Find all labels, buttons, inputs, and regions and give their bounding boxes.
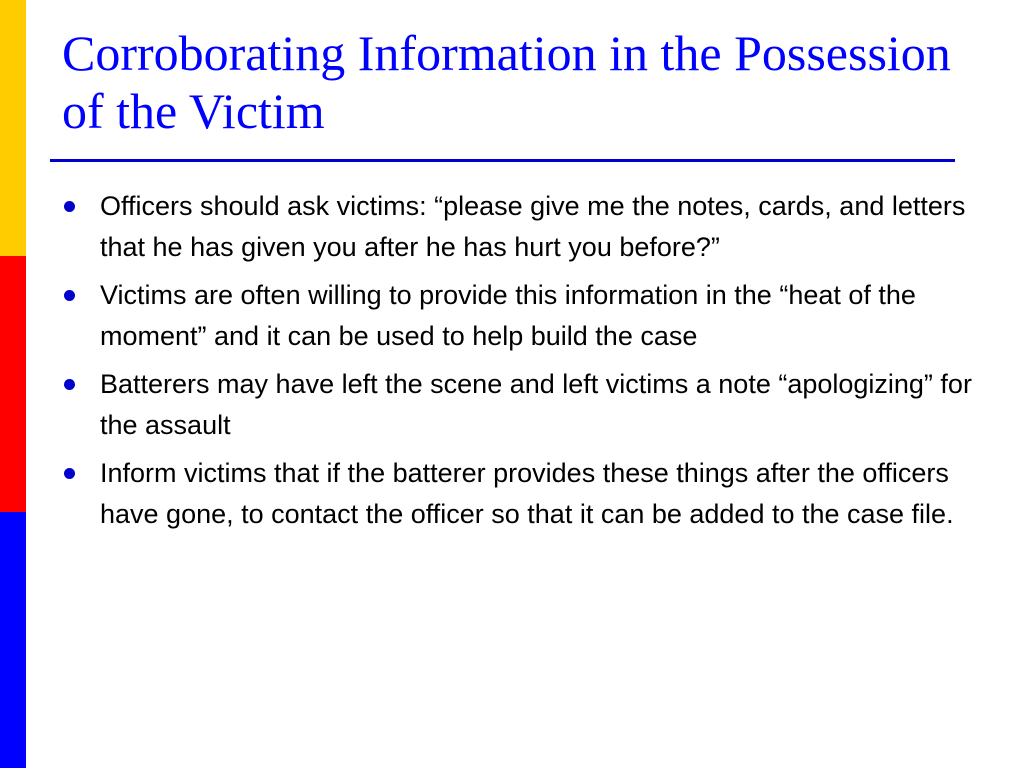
bullet-dot-icon [64,468,75,479]
bullet-list [62,186,972,542]
bullet-text: Officers should ask victims: “please give me the notes, cards, and letters that he has given you after he has hurt you before?” [100,191,966,262]
left-color-bar [0,0,26,768]
bullet-text: Inform victims that if the batterer provides these things after the officers have gone, to contact the officer so that it can be added to the case file. [100,458,954,529]
bullet-item [62,186,972,268]
color-bar-red-segment [0,256,26,512]
bullet-item [62,453,972,535]
bullet-item [62,275,972,357]
bullet-text: Batterers may have left the scene and left victims a note “apologizing” for the assault [100,369,972,440]
color-bar-yellow-segment [0,0,26,256]
bullet-dot-icon [64,290,75,301]
bullet-dot-icon [64,201,75,212]
bullet-dot-icon [64,379,75,390]
title-underline [50,159,955,162]
color-bar-blue-segment [0,512,26,768]
slide-title: Corroborating Information in the Possession of the Victim [62,25,951,139]
bullet-item [62,364,972,446]
bullet-text: Victims are often willing to provide this information in the “heat of the moment” and it can be used to help build the case [100,280,916,351]
